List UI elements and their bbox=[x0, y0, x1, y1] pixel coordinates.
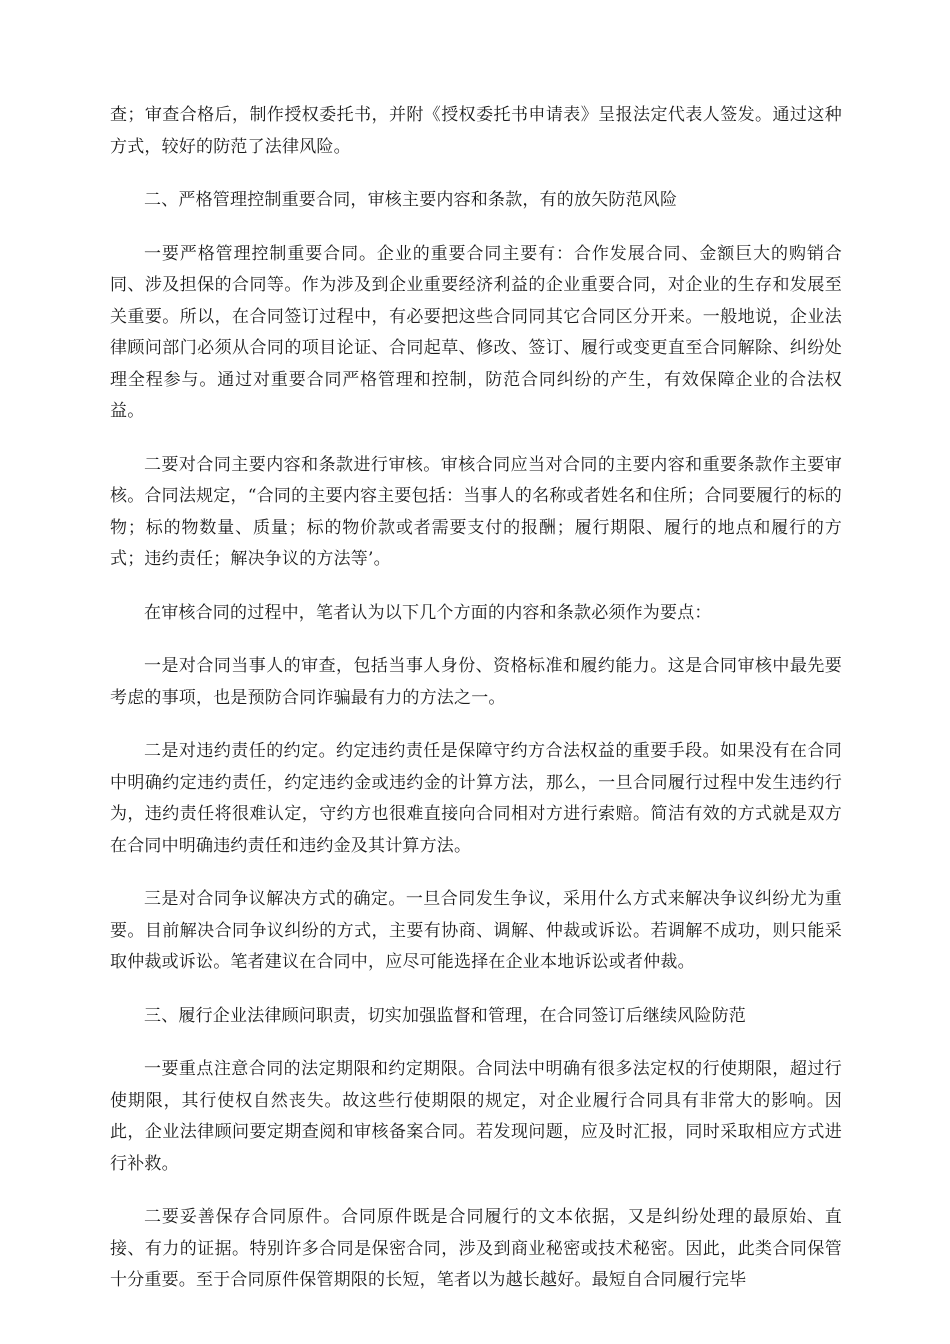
paragraph-breach-liability: 二是对违约责任的约定。约定违约责任是保障守约方合法权益的重要手段。如果没有在合同中明确约定违约责任，约定违约金或违约金的计算方法，那么，一旦合同履行过程中发生违约行为，违约责任将很难认定，守约方也很难直接向合同相对方进行索赔。简洁有效的方式就是双方在合同中明确违约责任和违约金及其计算方法。 bbox=[110, 741, 842, 856]
paragraph-review-points: 在审核合同的过程中，笔者认为以下几个方面的内容和条款必须作为要点： bbox=[144, 602, 712, 623]
section-heading-3: 三、履行企业法律顾问职责，切实加强监督和管理，在合同签订后继续风险防范 bbox=[144, 1005, 746, 1026]
section-heading-2: 二、严格管理控制重要合同，审核主要内容和条款，有的放矢防范风险 bbox=[144, 190, 678, 210]
paragraph-party-review: 一是对合同当事人的审查，包括当事人身份、资格标准和履约能力。这是合同审核中最先要考虑的事项，也是预防合同诈骗最有力的方法之一。 bbox=[110, 656, 842, 708]
paragraph-dispute-resolution: 三是对合同争议解决方式的确定。一旦合同发生争议，采用什么方式来解决争议纠纷尤为重要。目前解决合同争议纠纷的方式，主要有协商、调解、仲裁或诉讼。若调解不成功，则只能采取仲裁或诉讼。笔者建议在合同中，应尽可能选择在企业本地诉讼或者仲裁。 bbox=[110, 889, 842, 972]
paragraph-original-storage: 二要妥善保存合同原件。合同原件既是合同履行的文本依据，又是纠纷处理的最原始、直接、有力的证据。特别许多合同是保密合同，涉及到商业秘密或技术秘密。因此，此类合同保管十分重要。至于合同原件保管期限的长短，笔者以为越长越好。最短自合同履行完毕 bbox=[110, 1207, 842, 1290]
paragraph-review-terms: 二要对合同主要内容和条款进行审核。审核合同应当对合同的主要内容和重要条款作主要审核。合同法规定，“合同的主要内容主要包括：当事人的名称或者姓名和住所；合同要履行的标的物；标的物数量、质量；标的物价款或者需要支付的报酬；履行期限、履行的地点和履行的方式；违约责任；解决争议的方法等’。 bbox=[110, 454, 842, 569]
paragraph-statutory-periods: 一要重点注意合同的法定期限和约定期限。合同法中明确有很多法定权的行使期限，超过行使期限，其行使权自然丧失。故这些行使期限的规定，对企业履行合同具有非常大的影响。因此，企业法律顾问要定期查阅和审核备案合同。若发现问题，应及时汇报，同时采取相应方式进行补救。 bbox=[110, 1059, 842, 1174]
paragraph-important-contracts: 一要严格管理控制重要合同。企业的重要合同主要有：合作发展合同、金额巨大的购销合同、涉及担保的合同等。作为涉及到企业重要经济利益的企业重要合同，对企业的生存和发展至关重要。所以，在合同签订过程中，有必要把这些合同同其它合同区分开来。一般地说，企业法律顾问部门必须从合同的项目论证、合同起草、修改、签订、履行或变更直至合同解除、纠纷处理全程参与。通过对重要合同严格管理和控制，防范合同纠纷的产生，有效保障企业的合法权益。 bbox=[110, 243, 842, 421]
paragraph-continuation: 查；审查合格后，制作授权委托书，并附《授权委托书申请表》呈报法定代表人签发。通过这种方式，较好的防范了法律风险。 bbox=[110, 105, 842, 157]
document-body bbox=[110, 100, 842, 1319]
